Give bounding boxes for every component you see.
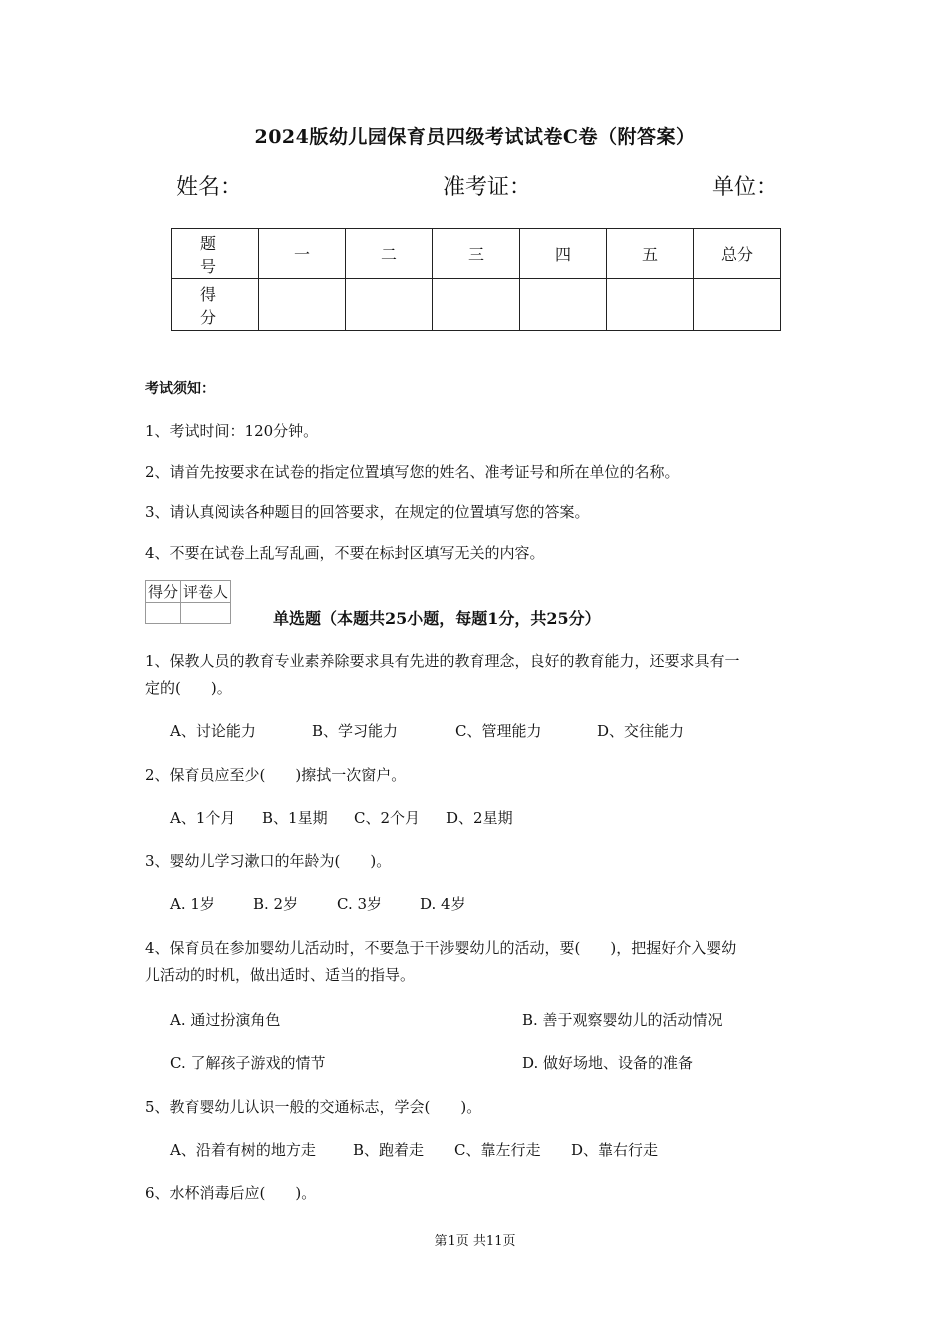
answer-option[interactable]: C、管理能力 — [455, 722, 542, 740]
answer-option[interactable]: A. 1岁 — [170, 895, 215, 913]
answer-option[interactable]: A、讨论能力 — [170, 722, 256, 740]
note-item: 3、请认真阅读各种题目的回答要求，在规定的位置填写您的答案。 — [145, 503, 590, 521]
answer-option[interactable]: A. 通过扮演角色 — [170, 1011, 281, 1029]
note-item: 4、不要在试卷上乱写乱画，不要在标封区填写无关的内容。 — [145, 544, 545, 562]
answer-option[interactable]: D、交往能力 — [597, 722, 685, 740]
answer-option[interactable]: D、靠右行走 — [571, 1141, 659, 1159]
score-header-cell: 总分 — [694, 229, 781, 279]
answer-option[interactable]: A、沿着有树的地方走 — [170, 1141, 316, 1159]
answer-option[interactable]: C. 了解孩子游戏的情节 — [170, 1054, 326, 1072]
grader-name-label: 评卷人 — [181, 581, 231, 603]
note-item: 2、请首先按要求在试卷的指定位置填写您的姓名、准考证号和所在单位的名称。 — [145, 463, 680, 481]
score-header-cell: 五 — [607, 229, 694, 279]
answer-option[interactable]: B. 善于观察婴幼儿的活动情况 — [522, 1011, 723, 1029]
page-title: 2024版幼儿园保育员四级考试试卷C卷（附答案） — [254, 126, 696, 148]
question-text: 4、保育员在参加婴幼儿活动时，不要急于干涉婴幼儿的活动，要( )，把握好介入婴幼 — [145, 939, 737, 957]
question-text: 儿活动的时机，做出适时、适当的指导。 — [145, 966, 416, 984]
unit-label: 单位： — [712, 175, 779, 200]
question-text: 定的( )。 — [145, 679, 232, 697]
question-text: 3、婴幼儿学习漱口的年龄为( )。 — [145, 852, 392, 870]
question-text: 5、教育婴幼儿认识一般的交通标志，学会( )。 — [145, 1098, 482, 1116]
answer-option[interactable]: D. 4岁 — [420, 895, 466, 913]
grader-box — [145, 580, 231, 624]
score-table-score-row — [172, 279, 781, 331]
answer-option[interactable]: C. 3岁 — [337, 895, 383, 913]
answer-option[interactable]: B. 2岁 — [253, 895, 299, 913]
score-cell[interactable] — [346, 279, 433, 331]
notes-heading: 考试须知： — [145, 381, 215, 397]
name-label: 姓名： — [176, 175, 243, 200]
score-header-cell: 三 — [433, 229, 520, 279]
section-heading: 单选题（本题共25小题，每题1分，共25分） — [273, 609, 601, 628]
question-text: 6、水杯消毒后应( )。 — [145, 1184, 317, 1202]
answer-option[interactable]: C、2个月 — [354, 809, 421, 827]
score-cell[interactable] — [694, 279, 781, 331]
score-cell[interactable] — [433, 279, 520, 331]
page-footer: 第1页 共11页 — [434, 1234, 516, 1249]
answer-option[interactable]: C、靠左行走 — [454, 1141, 541, 1159]
grader-name-cell[interactable] — [181, 603, 231, 624]
answer-option[interactable]: D. 做好场地、设备的准备 — [522, 1054, 694, 1072]
answer-option[interactable]: B、学习能力 — [312, 722, 399, 740]
score-header-cell: 一 — [259, 229, 346, 279]
score-table-header-row — [172, 229, 781, 279]
question-text: 2、保育员应至少( )擦拭一次窗户。 — [145, 766, 407, 784]
score-cell[interactable] — [259, 279, 346, 331]
score-row-label: 得 分 — [172, 279, 259, 331]
score-cell[interactable] — [607, 279, 694, 331]
answer-option[interactable]: B、跑着走 — [353, 1141, 425, 1159]
grader-score-label: 得分 — [146, 581, 181, 603]
score-header-cell: 二 — [346, 229, 433, 279]
score-header-cell: 题 号 — [172, 229, 259, 279]
question-text: 1、保教人员的教育专业素养除要求具有先进的教育理念，良好的教育能力，还要求具有一 — [145, 652, 740, 670]
answer-option[interactable]: B、1星期 — [262, 809, 328, 827]
note-item: 1、考试时间：120分钟。 — [145, 422, 319, 440]
answer-option[interactable]: A、1个月 — [170, 809, 236, 827]
answer-option[interactable]: D、2星期 — [446, 809, 513, 827]
score-header-cell: 四 — [520, 229, 607, 279]
exam-id-label: 准考证： — [443, 175, 532, 200]
grader-score-cell[interactable] — [146, 603, 181, 624]
score-cell[interactable] — [520, 279, 607, 331]
score-table — [171, 228, 781, 331]
